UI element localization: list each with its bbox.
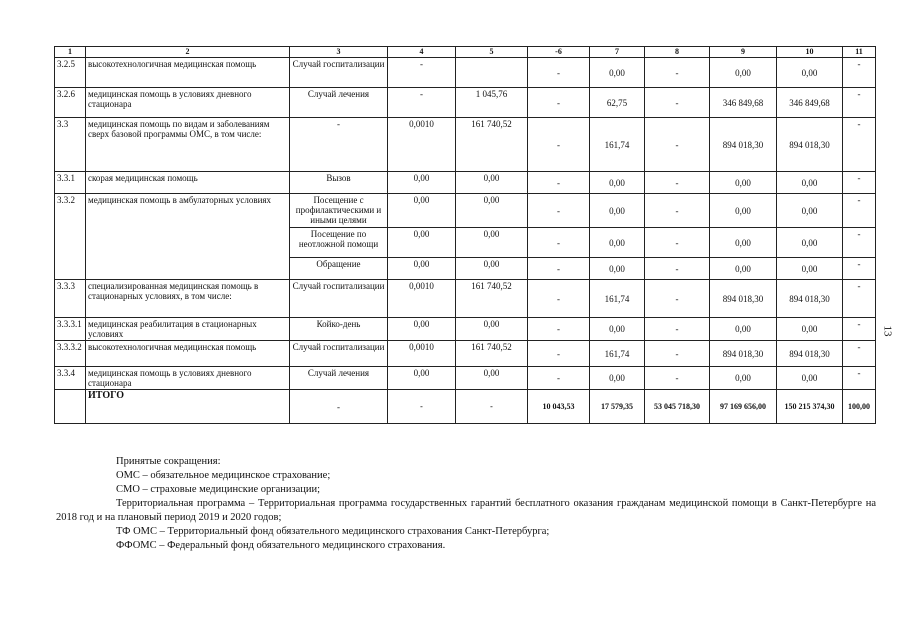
cell-c5: 0,00	[456, 258, 528, 280]
cell-c7: 0,00	[590, 194, 645, 228]
row-unit: Случай лечения	[290, 88, 388, 118]
cell-c7: 0,00	[590, 318, 645, 341]
cell-c4: 0,0010	[388, 280, 456, 318]
cell-c5: 1 045,76	[456, 88, 528, 118]
total-c4: -	[388, 390, 456, 424]
notes-intro: Принятые сокращения:	[116, 456, 221, 467]
cell-c4: -	[388, 58, 456, 88]
cell-c6: -	[528, 172, 590, 194]
cell-c8: -	[645, 172, 710, 194]
cell-c11: -	[843, 118, 876, 172]
page-number: 13	[881, 325, 894, 337]
cell-c10: 0,00	[777, 367, 843, 390]
cell-c9: 0,00	[710, 318, 777, 341]
cell-c10: 0,00	[777, 228, 843, 258]
cell-c8: -	[645, 58, 710, 88]
cell-c8: -	[645, 118, 710, 172]
column-number-1: 1	[55, 47, 86, 58]
row-unit: Обращение	[290, 258, 388, 280]
cell-c11: -	[843, 280, 876, 318]
cell-c6: -	[528, 341, 590, 367]
cell-c9: 0,00	[710, 194, 777, 228]
cell-c6: -	[528, 318, 590, 341]
row-number: 3.3.3.2	[55, 341, 86, 367]
cell-c6: -	[528, 258, 590, 280]
cell-c6: -	[528, 367, 590, 390]
total-label: ИТОГО	[86, 390, 290, 424]
row-number: 3.3.3	[55, 280, 86, 318]
cell-c8: -	[645, 258, 710, 280]
row-number: 3.2.6	[55, 88, 86, 118]
note-smo: СМО – страховые медицинские организации;	[116, 484, 321, 495]
row-name: медицинская помощь в амбулаторных условиях	[86, 194, 290, 280]
cell-c9: 0,00	[710, 258, 777, 280]
cell-c10: 0,00	[777, 58, 843, 88]
cell-c11: -	[843, 172, 876, 194]
cell-c10: 0,00	[777, 318, 843, 341]
cell-c11: -	[843, 341, 876, 367]
cell-c6: -	[528, 58, 590, 88]
row-unit: Случай госпитализации	[290, 341, 388, 367]
cell-c11: -	[843, 58, 876, 88]
note-ffoms: ФФОМС – Федеральный фонд обязательного медицинского страхования.	[116, 540, 446, 551]
cell-c6: -	[528, 118, 590, 172]
row-name: медицинская реабилитация в стационарных условиях	[86, 318, 290, 341]
column-number-5: 5	[456, 47, 528, 58]
cell-c11: -	[843, 228, 876, 258]
cell-c8: -	[645, 228, 710, 258]
total-c9: 97 169 656,00	[710, 390, 777, 424]
row-name: медицинская помощь по видам и заболеваниям сверх базовой программы ОМС, в том числе:	[86, 118, 290, 172]
cell-c4: 0,00	[388, 228, 456, 258]
cell-c7: 161,74	[590, 280, 645, 318]
cell-c4: 0,00	[388, 258, 456, 280]
column-number-10: 10	[777, 47, 843, 58]
cell-c8: -	[645, 280, 710, 318]
table-row	[55, 118, 876, 172]
cell-c8: -	[645, 367, 710, 390]
row-name: высокотехнологичная медицинская помощь	[86, 58, 290, 88]
cell-c4: 0,0010	[388, 118, 456, 172]
row-name: медицинская помощь в условиях дневного стационара	[86, 88, 290, 118]
cell-c7: 0,00	[590, 258, 645, 280]
row-number: 3.3.3.1	[55, 318, 86, 341]
column-number-11: 11	[843, 47, 876, 58]
table-header-row	[55, 47, 876, 58]
total-c7: 17 579,35	[590, 390, 645, 424]
cell-c10: 0,00	[777, 172, 843, 194]
abbreviations-notes	[56, 455, 876, 553]
table-row	[55, 172, 876, 194]
cell-c11: -	[843, 367, 876, 390]
cell-c5: 0,00	[456, 318, 528, 341]
cell-c6: -	[528, 88, 590, 118]
column-number-6: -6	[528, 47, 590, 58]
total-row	[55, 390, 876, 424]
total-c11: 100,00	[843, 390, 876, 424]
table-row	[55, 58, 876, 88]
total-number-cell	[55, 390, 86, 424]
cell-c5: 0,00	[456, 172, 528, 194]
cell-c5: 161 740,52	[456, 118, 528, 172]
cell-c5: 0,00	[456, 367, 528, 390]
cell-c7: 0,00	[590, 58, 645, 88]
cell-c9: 0,00	[710, 228, 777, 258]
row-unit: Койко-день	[290, 318, 388, 341]
row-unit: -	[290, 118, 388, 172]
cell-c4: 0,00	[388, 318, 456, 341]
cell-c8: -	[645, 88, 710, 118]
row-name: специализированная медицинская помощь в стационарных условиях, в том числе:	[86, 280, 290, 318]
cell-c10: 894 018,30	[777, 118, 843, 172]
column-number-2: 2	[86, 47, 290, 58]
table-row	[55, 280, 876, 318]
cell-c9: 346 849,68	[710, 88, 777, 118]
cell-c5	[456, 58, 528, 88]
note-tf-oms: ТФ ОМС – Территориальный фонд обязательного медицинского страхования Санкт-Петербурга;	[116, 526, 550, 537]
cell-c10: 0,00	[777, 194, 843, 228]
cell-c11: -	[843, 258, 876, 280]
cell-c7: 62,75	[590, 88, 645, 118]
cell-c10: 346 849,68	[777, 88, 843, 118]
cell-c7: 0,00	[590, 367, 645, 390]
row-number: 3.3.2	[55, 194, 86, 280]
cell-c9: 894 018,30	[710, 341, 777, 367]
row-number: 3.3.4	[55, 367, 86, 390]
data-table	[54, 46, 876, 424]
column-number-8: 8	[645, 47, 710, 58]
cell-c5: 161 740,52	[456, 341, 528, 367]
table-row	[55, 367, 876, 390]
cell-c11: -	[843, 194, 876, 228]
cell-c4: 0,0010	[388, 341, 456, 367]
cell-c7: 0,00	[590, 228, 645, 258]
cell-c8: -	[645, 318, 710, 341]
row-unit: Вызов	[290, 172, 388, 194]
note-territorial-program: Территориальная программа – Территориальная программа государственных гарантий бесплатного оказания гражданам медицинской помощи в Санкт-Петербурге на 2018 год и на плановый период 2019 и 2020 годов;	[56, 498, 876, 523]
cell-c4: 0,00	[388, 367, 456, 390]
cell-c9: 0,00	[710, 367, 777, 390]
cell-c11: -	[843, 318, 876, 341]
column-number-7: 7	[590, 47, 645, 58]
cell-c5: 0,00	[456, 228, 528, 258]
row-unit: Случай госпитализации	[290, 280, 388, 318]
table-row	[55, 318, 876, 341]
table-row	[55, 194, 876, 228]
cell-c6: -	[528, 194, 590, 228]
row-unit: Случай лечения	[290, 367, 388, 390]
cell-c10: 894 018,30	[777, 341, 843, 367]
cell-c11: -	[843, 88, 876, 118]
total-c6: 10 043,53	[528, 390, 590, 424]
column-number-9: 9	[710, 47, 777, 58]
table-row	[55, 341, 876, 367]
row-number: 3.3	[55, 118, 86, 172]
row-number: 3.2.5	[55, 58, 86, 88]
cell-c4: 0,00	[388, 194, 456, 228]
cell-c5: 161 740,52	[456, 280, 528, 318]
row-number: 3.3.1	[55, 172, 86, 194]
row-unit: Случай госпитализации	[290, 58, 388, 88]
column-number-4: 4	[388, 47, 456, 58]
cell-c10: 894 018,30	[777, 280, 843, 318]
row-unit: Посещение с профилактическими и иными целями	[290, 194, 388, 228]
cell-c7: 161,74	[590, 341, 645, 367]
column-number-3: 3	[290, 47, 388, 58]
cell-c10: 0,00	[777, 258, 843, 280]
cell-c9: 894 018,30	[710, 118, 777, 172]
cell-c9: 0,00	[710, 172, 777, 194]
total-c5: -	[456, 390, 528, 424]
cell-c5: 0,00	[456, 194, 528, 228]
row-unit: Посещение по неотложной помощи	[290, 228, 388, 258]
total-c8: 53 045 718,30	[645, 390, 710, 424]
total-c10: 150 215 374,30	[777, 390, 843, 424]
cell-c4: 0,00	[388, 172, 456, 194]
cell-c8: -	[645, 194, 710, 228]
row-name: скорая медицинская помощь	[86, 172, 290, 194]
cell-c6: -	[528, 228, 590, 258]
total-unit: -	[290, 390, 388, 424]
table-row	[55, 88, 876, 118]
cell-c9: 894 018,30	[710, 280, 777, 318]
row-name: высокотехнологичная медицинская помощь	[86, 341, 290, 367]
cell-c4: -	[388, 88, 456, 118]
cell-c7: 0,00	[590, 172, 645, 194]
cell-c6: -	[528, 280, 590, 318]
cell-c8: -	[645, 341, 710, 367]
cell-c9: 0,00	[710, 58, 777, 88]
row-name: медицинская помощь в условиях дневного стационара	[86, 367, 290, 390]
cell-c7: 161,74	[590, 118, 645, 172]
note-oms: ОМС – обязательное медицинское страхование;	[116, 470, 331, 481]
